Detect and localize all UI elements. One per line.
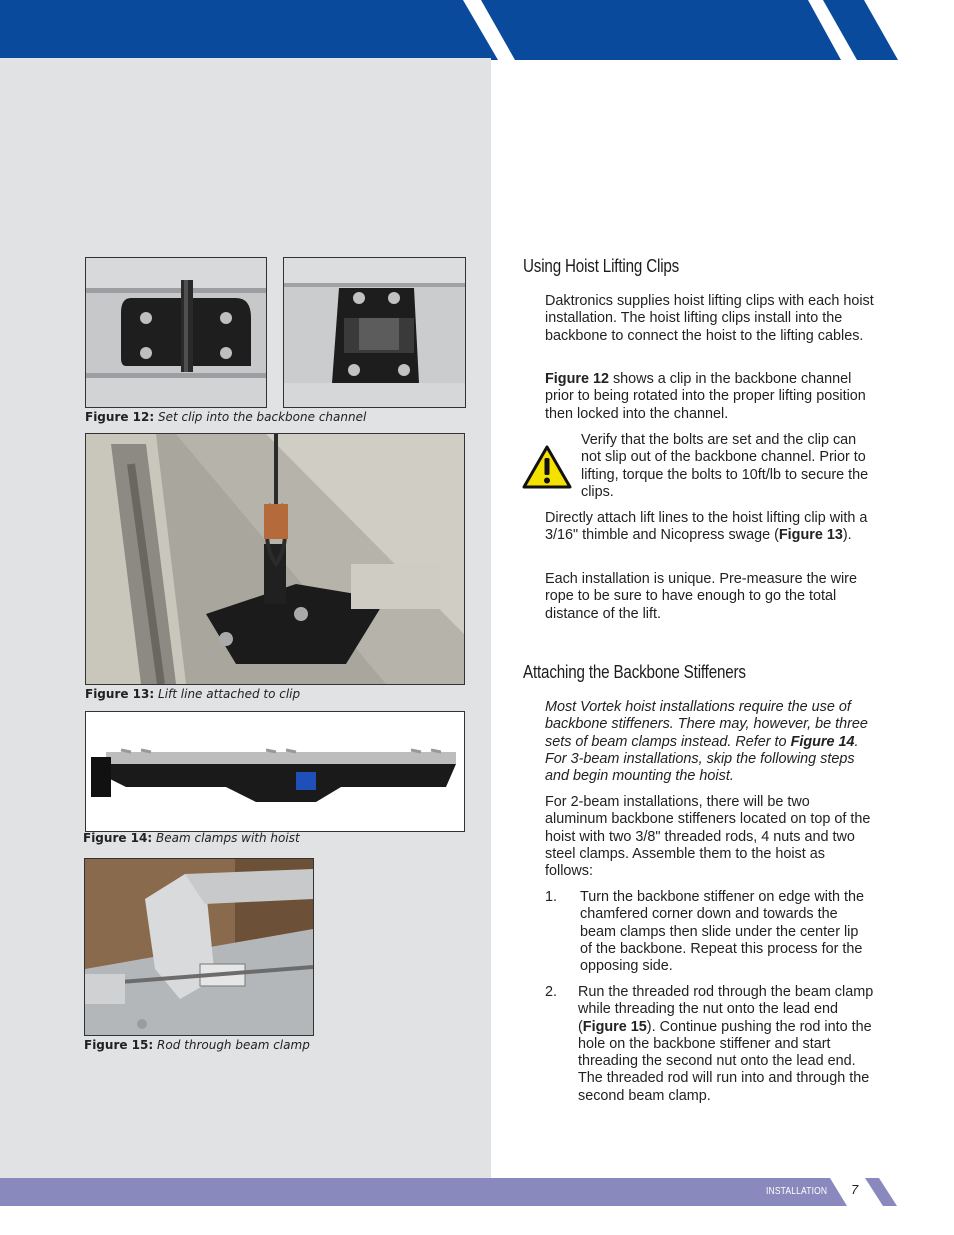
figure-13-photo <box>85 433 465 685</box>
figure-15-label: Figure 15: <box>84 1038 154 1052</box>
figure-15-text: Rod through beam clamp <box>157 1038 310 1052</box>
step-1 <box>545 889 880 979</box>
step-1-text: Turn the backbone stiffener on edge with the chamfered corner down and towards the beam clamps then slide under the center lip of the backbone. Repeat this process for the opposing side. <box>580 889 865 975</box>
figure-15-photo <box>84 858 314 1036</box>
step-2-text-end: ). Continue pushing the rod into the hole on the backbone stiffener and start threading the second nut onto the lead end. The threaded rod will run into and through the second beam clamp. <box>578 1018 872 1104</box>
figure-13-caption <box>85 687 300 701</box>
figure-12-caption <box>85 410 366 424</box>
figure-12-ref-text: shows a clip in the backbone channel prior to being rotated into the proper lifting position then locked into the channel. <box>545 371 866 422</box>
paragraph-two-beam: For 2-beam installations, there will be two aluminum backbone stiffeners located on top of the hoist with two 3/8" threaded rods, 4 nuts and two steel clamps. Assemble them to the hoist as follows: <box>545 794 871 880</box>
paragraph-pre-measure: Each installation is unique. Pre-measure the wire rope to be sure to have enough to go the total distance of the lift. <box>545 571 857 622</box>
figure-14-caption <box>83 831 300 845</box>
step-1-number: 1. <box>545 889 558 905</box>
paragraph-figure-12-reference <box>545 371 875 423</box>
page-number: 7 <box>851 1182 859 1197</box>
section-heading-hoist-clips: Using Hoist Lifting Clips <box>523 255 680 276</box>
stiffeners-intro-start: Most Vortek hoist installations require the use of backbone stiffeners. There may, however, be three sets of beam clamps instead. Refer to <box>545 699 868 750</box>
step-2-text-start: Run the threaded rod through the beam clamp while threading the nut onto the lead end ( <box>578 984 874 1035</box>
paragraph-lift-lines <box>545 510 875 545</box>
figure-15-caption <box>84 1038 310 1052</box>
figure-14-photo <box>85 711 465 832</box>
warning-text: Verify that the bolts are set and the clip can not slip out of the backbone channel. Prior to lifting, torque the bolts to 10ft/lb to secure the clips. <box>581 432 869 500</box>
lift-lines-text-start: Directly attach lift lines to the hoist lifting clip with a 3/16" thimble and Nicopress swage ( <box>545 510 868 544</box>
lift-lines-text-end: ). <box>842 527 852 544</box>
step-2-number: 2. <box>545 984 558 1000</box>
figure-15-ref: Figure 15 <box>582 1018 647 1035</box>
step-2-text <box>578 984 878 1105</box>
stiffeners-intro-end: . For 3-beam installations, skip the following steps and begin mounting the hoist. <box>545 733 859 785</box>
figure-12-photo-right <box>283 257 466 408</box>
figure-13-ref: Figure 13 <box>778 527 843 544</box>
figure-13-label: Figure 13: <box>85 687 155 701</box>
paragraph-hoist-clips-intro: Daktronics supplies hoist lifting clips with each hoist installation. The hoist lifting clips install into the backbone to connect the hoist to the lifting cables. <box>545 293 874 344</box>
warning-icon <box>521 444 573 490</box>
figure-13-text: Lift line attached to clip <box>158 687 301 701</box>
figure-12-photo-left <box>85 257 267 408</box>
figure-14-label: Figure 14: <box>83 831 153 845</box>
figure-12-text: Set clip into the backbone channel <box>158 410 367 424</box>
figure-12-label: Figure 12: <box>85 410 155 424</box>
figure-14-text: Beam clamps with hoist <box>156 831 300 845</box>
paragraph-stiffeners-intro <box>545 699 875 785</box>
figure-12-ref: Figure 12 <box>545 371 609 387</box>
footer-section-label: INSTALLATION <box>766 1186 828 1197</box>
figure-14-ref: Figure 14 <box>790 733 855 750</box>
step-2 <box>545 984 880 1109</box>
header-band <box>0 0 954 60</box>
section-heading-backbone-stiffeners: Attaching the Backbone Stiffeners <box>523 661 746 682</box>
